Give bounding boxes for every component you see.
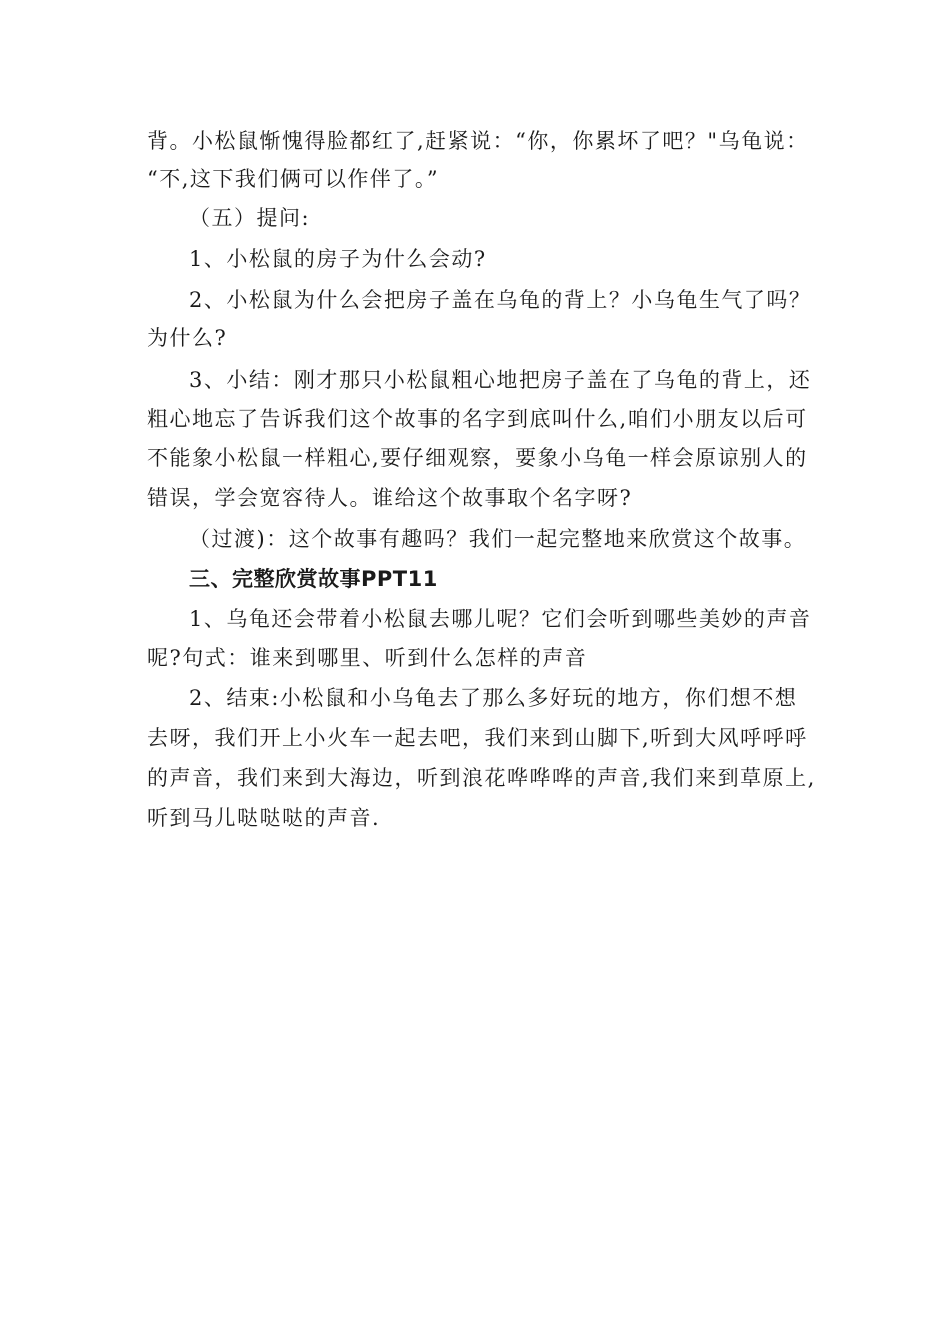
paragraph-line: 粗心地忘了告诉我们这个故事的名字到底叫什么,咱们小朋友以后可: [147, 407, 808, 431]
section-heading-bold: 三、完整欣赏故事PPT11: [189, 567, 438, 591]
paragraph-line: 不能象小松鼠一样粗心,要仔细观察，要象小乌龟一样会原谅别人的: [147, 446, 808, 470]
paragraph-line: “不,这下我们俩可以作伴了。”: [147, 167, 440, 191]
question-item: 2、小松鼠为什么会把房子盖在乌龟的背上？小乌龟生气了吗？: [189, 288, 812, 312]
paragraph-line: 背。小松鼠惭愧得脸都红了,赶紧说：“你，你累坏了吧？"乌龟说：: [147, 129, 809, 153]
list-item: 2、结束:小松鼠和小乌龟去了那么多好玩的地方，你们想不想: [189, 686, 798, 710]
paragraph-line: 呢?句式：谁来到哪里、听到什么怎样的声音: [147, 646, 588, 670]
transition-line: （过渡)：这个故事有趣吗？我们一起完整地来欣赏这个故事。: [189, 527, 807, 551]
paragraph-line: 错误，学会宽容待人。谁给这个故事取个名字呀?: [147, 486, 633, 510]
paragraph-line: 听到马儿哒哒哒的声音.: [147, 806, 381, 830]
summary-item: 3、小结：刚才那只小松鼠粗心地把房子盖在了乌龟的背上，还: [189, 368, 812, 392]
section-heading: （五）提问:: [189, 206, 311, 230]
paragraph-line: 去呀，我们开上小火车一起去吧，我们来到山脚下,听到大风呼呼呼: [147, 726, 808, 750]
question-item: 1、小松鼠的房子为什么会动?: [189, 247, 487, 271]
paragraph-line: 的声音，我们来到大海边，听到浪花哗哗哗的声音,我们来到草原上,: [147, 766, 816, 790]
paragraph-line: 为什么?: [147, 326, 228, 350]
list-item: 1、乌龟还会带着小松鼠去哪儿呢？它们会听到哪些美妙的声音: [189, 607, 812, 631]
